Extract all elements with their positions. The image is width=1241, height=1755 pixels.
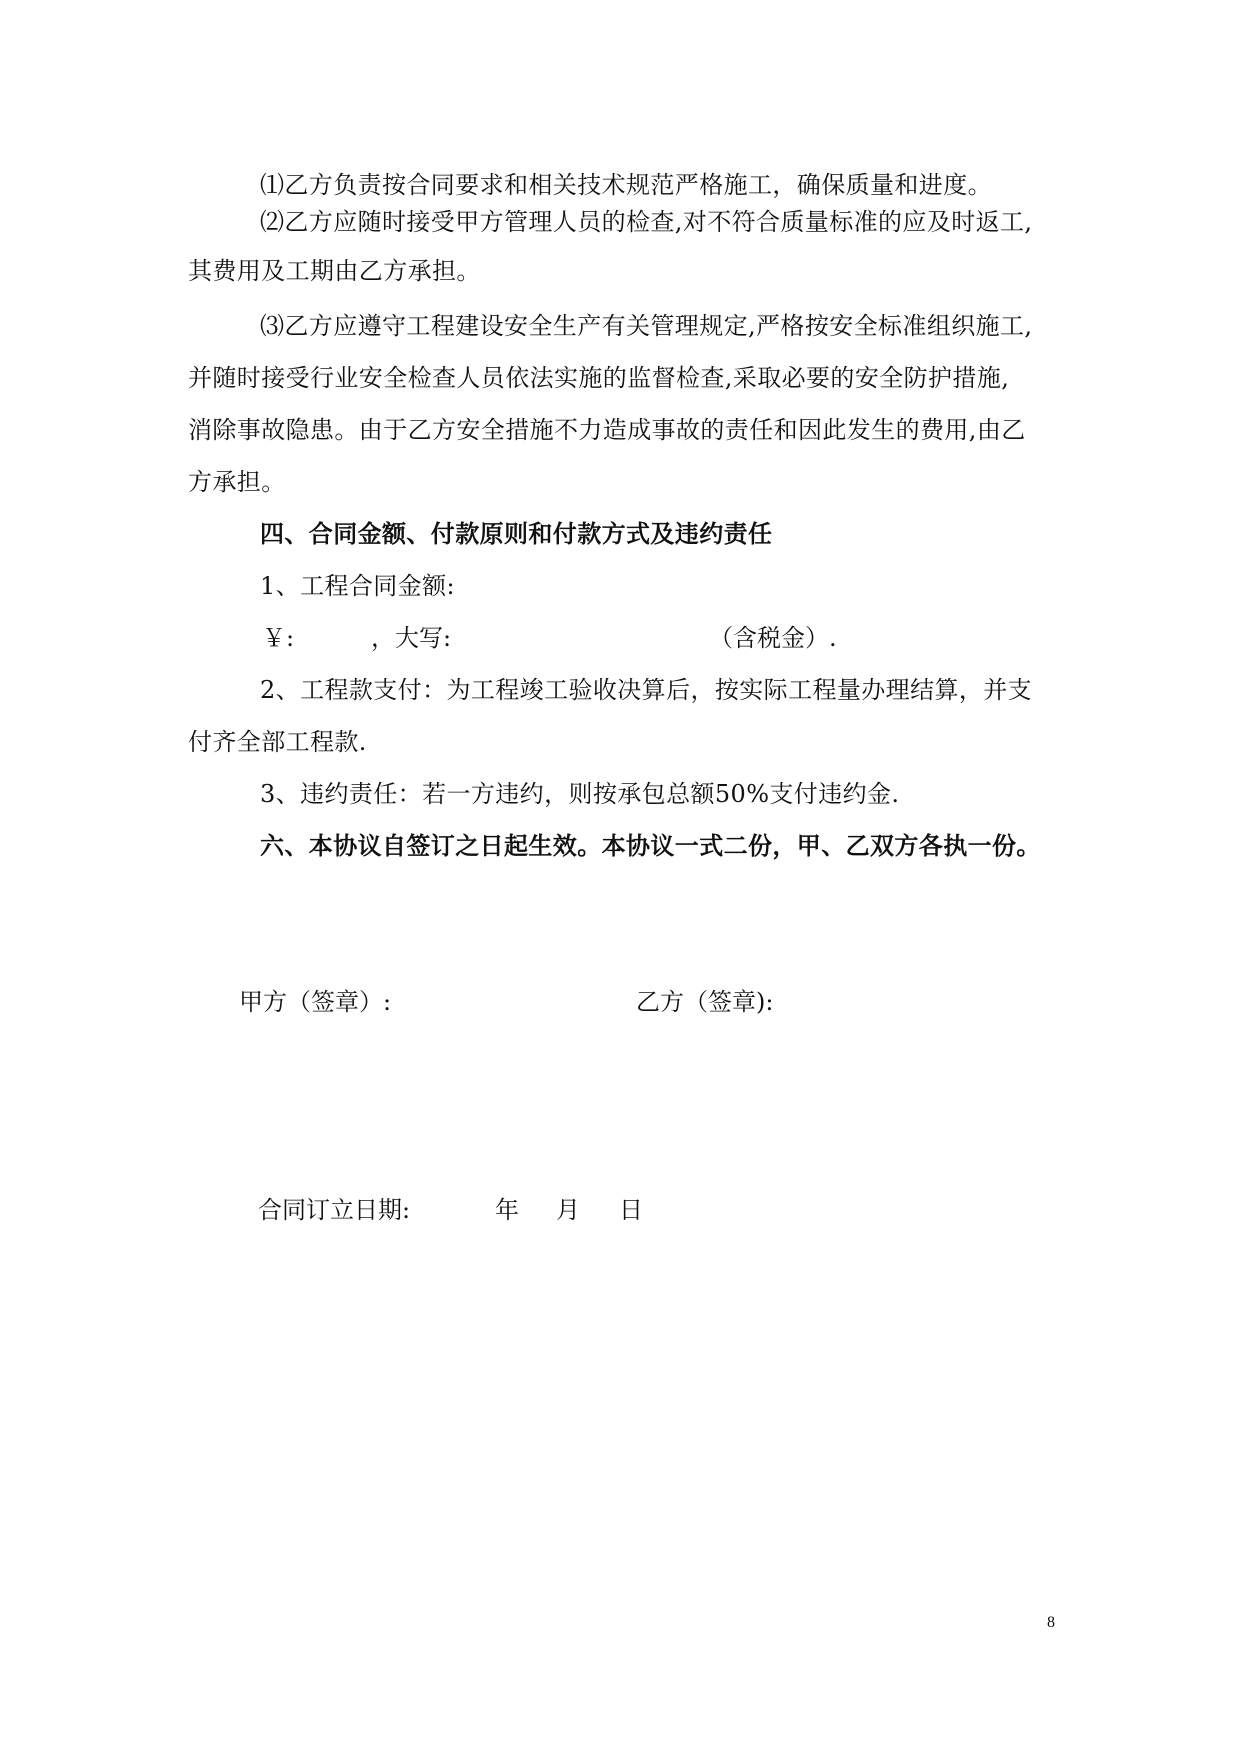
item-2-line-2: 付齐全部工程款. xyxy=(188,728,367,756)
clause-1: ⑴乙方负责按合同要求和相关技术规范严格施工，确保质量和进度。 xyxy=(260,171,992,199)
clause-2-line-2: 其费用及工期由乙方承担。 xyxy=(188,257,481,285)
party-b-signature-label: 乙方（签章): xyxy=(636,988,774,1016)
clause-3-line-4: 方承担。 xyxy=(188,468,286,496)
item-1-contract-amount: 1、工程合同金额: xyxy=(260,572,455,600)
item-3-penalty: 3、违约责任：若一方违约，则按承包总额50%支付违约金. xyxy=(260,780,900,808)
date-month: 月 xyxy=(556,1196,580,1224)
date-year: 年 xyxy=(495,1196,519,1224)
clause-3-line-3: 消除事故隐患。由于乙方安全措施不力造成事故的责任和因此发生的费用,由乙 xyxy=(188,416,1026,444)
party-a-signature-label: 甲方（签章）: xyxy=(239,988,392,1016)
section-4-heading: 四、合同金额、付款原则和付款方式及违约责任 xyxy=(260,520,773,548)
date-day: 日 xyxy=(619,1196,643,1224)
amount-capital-label: ，大写: xyxy=(371,624,452,652)
clause-2-line-1: ⑵乙方应随时接受甲方管理人员的检查,对不符合质量标准的应及时返工, xyxy=(260,208,1033,236)
contract-date-label: 合同订立日期: xyxy=(258,1196,411,1224)
section-6-effective-clause: 六、本协议自签订之日起生效。本协议一式二份，甲、乙双方各执一份。 xyxy=(260,832,1041,860)
page-number: 8 xyxy=(1047,1614,1055,1631)
clause-3-line-2: 并随时接受行业安全检查人员依法实施的监督检查,采取必要的安全防护措施, xyxy=(188,364,1010,392)
clause-3-line-1: ⑶乙方应遵守工程建设安全生产有关管理规定,严格按安全标准组织施工, xyxy=(260,312,1033,340)
item-2-line-1: 2、工程款支付：为工程竣工验收决算后，按实际工程量办理结算，并支 xyxy=(260,676,1033,704)
amount-tax-note: （含税金）. xyxy=(709,624,837,652)
amount-yen-label: ￥: xyxy=(262,624,295,652)
